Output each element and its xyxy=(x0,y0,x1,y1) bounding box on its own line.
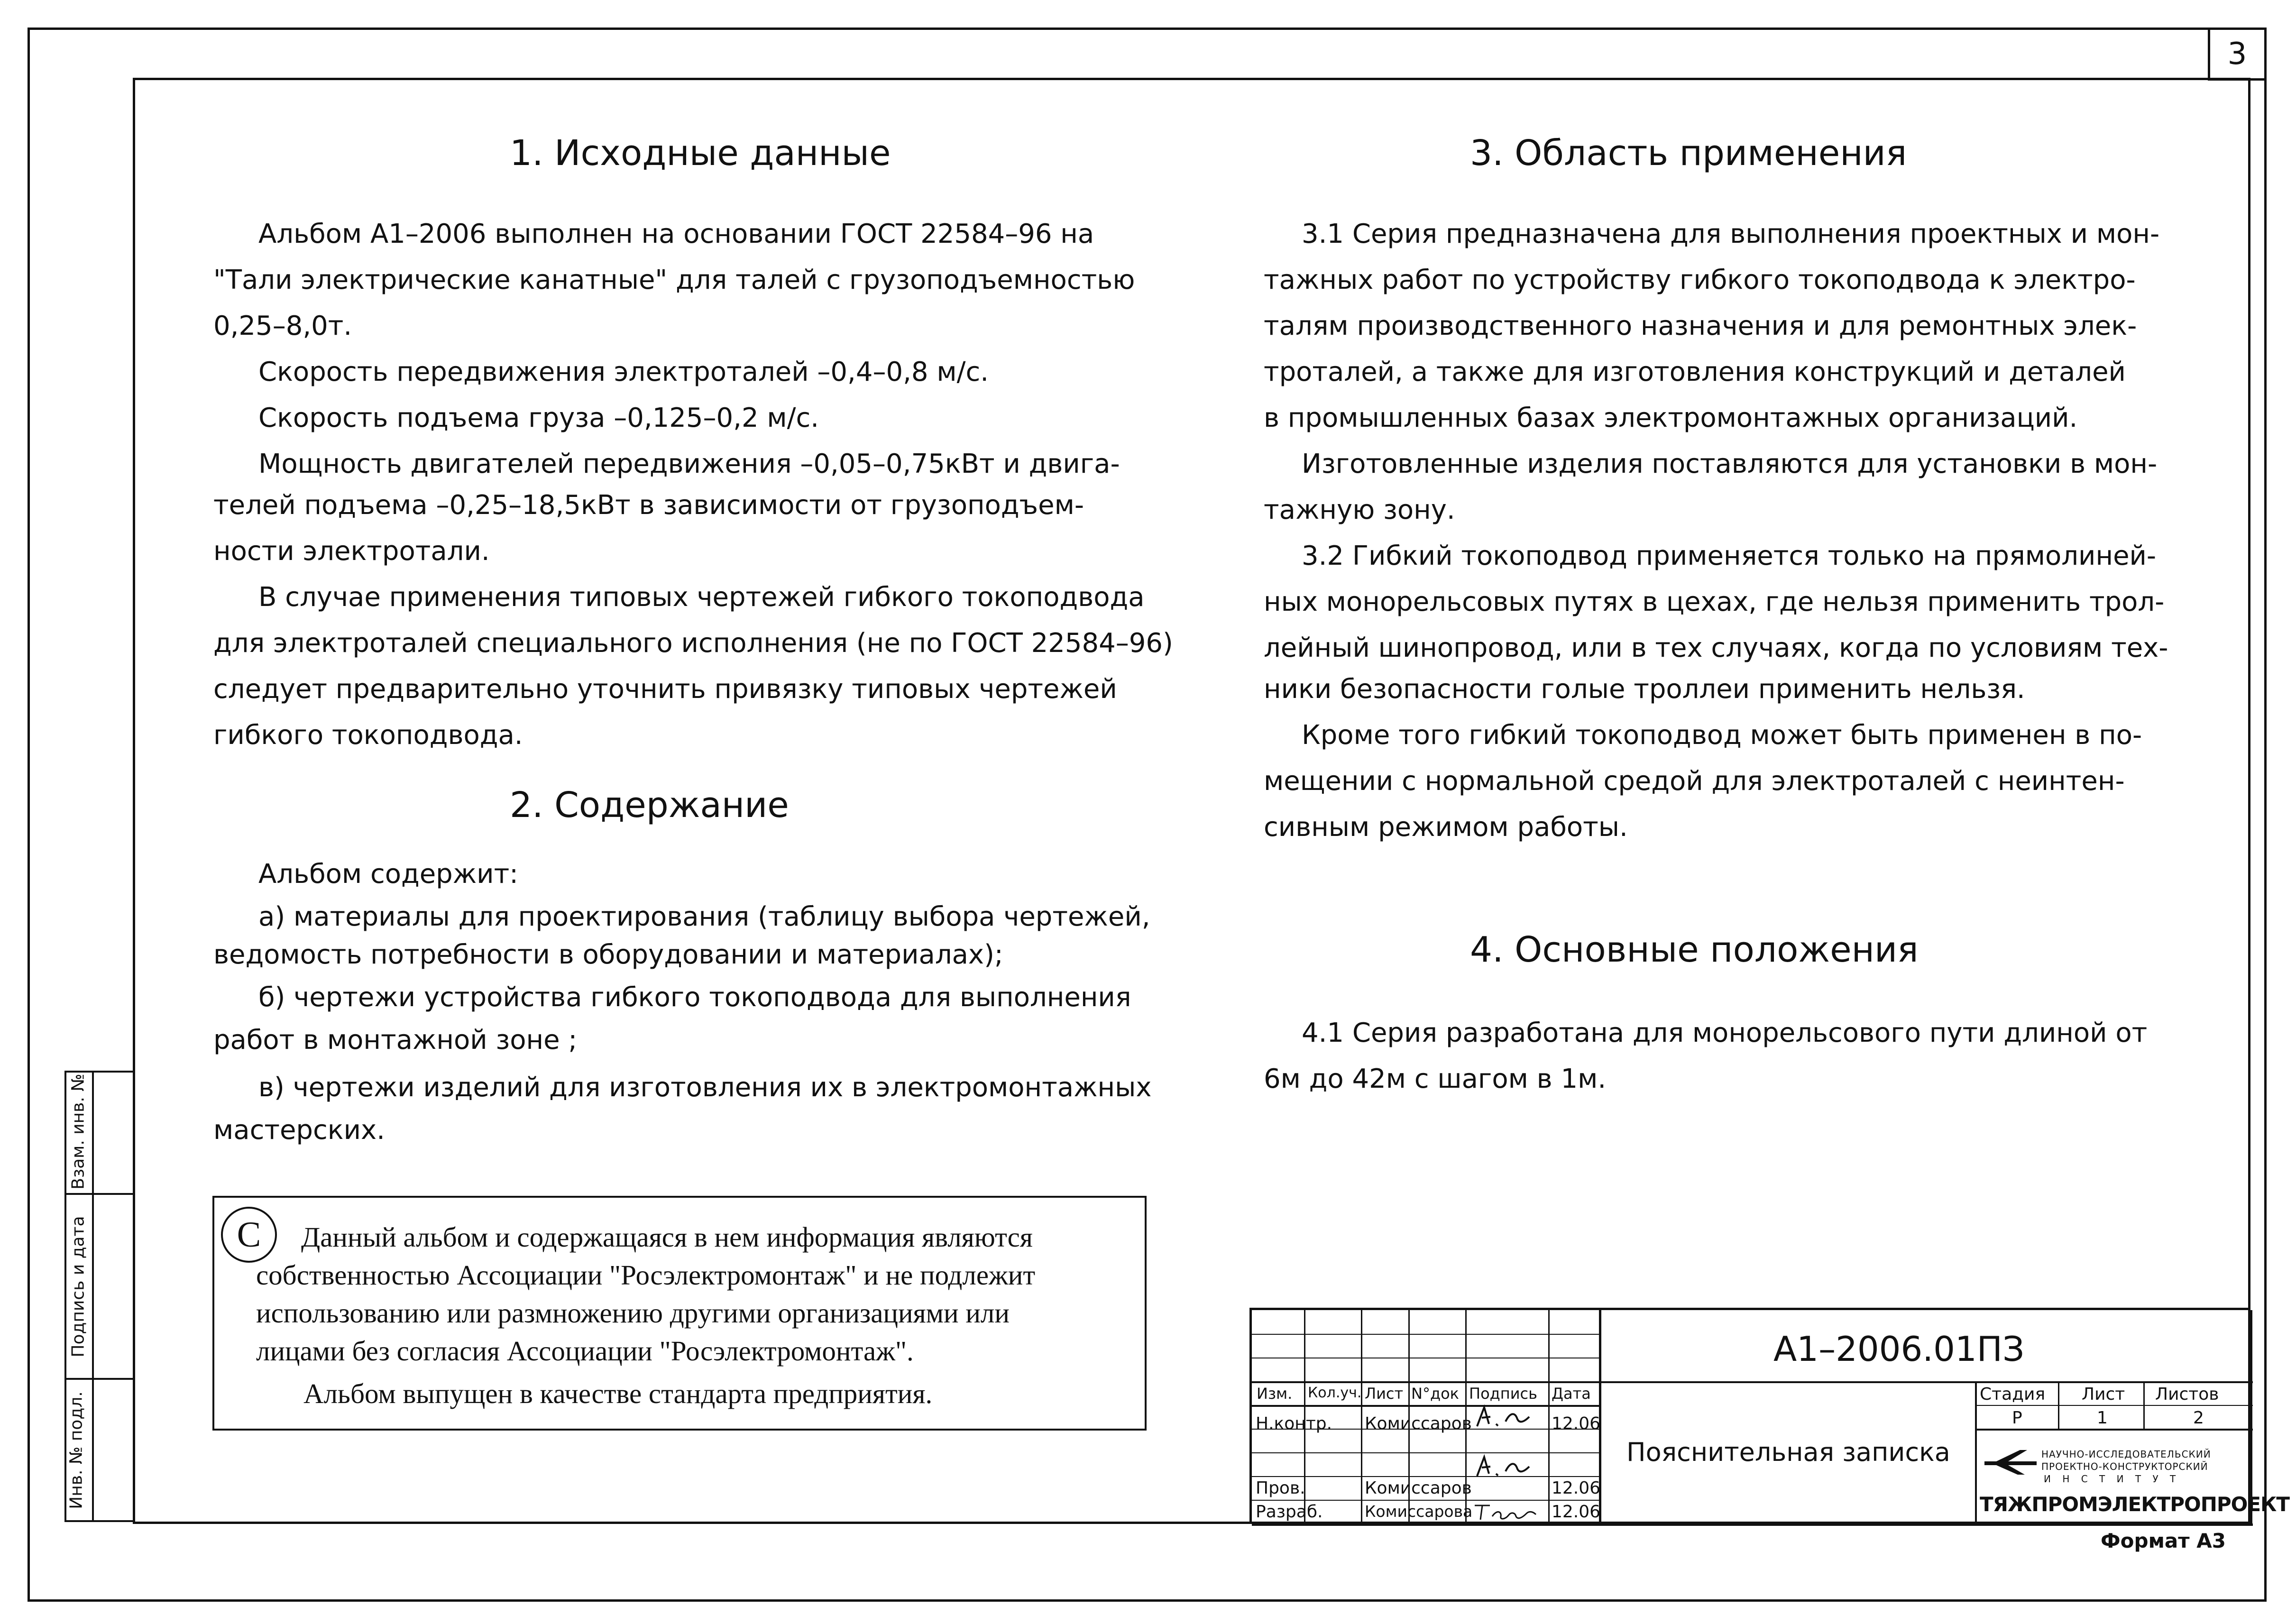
header-list: Лист xyxy=(1365,1385,1404,1403)
podpis-label: Подпись и дата xyxy=(68,1216,88,1358)
text-line: талям производственного назначения и для ремонтных элек- xyxy=(1264,311,2137,341)
inv-label: Инв. № подл. xyxy=(66,1391,86,1509)
org-line2: ПРОЕКТНО-КОНСТРУКТОРСКИЙ xyxy=(2041,1461,2208,1472)
section1-title: 1. Исходные данные xyxy=(510,133,891,174)
signature-image xyxy=(1471,1500,1547,1523)
grid-line xyxy=(1977,1405,2253,1406)
text-line: Изготовленные изделия поставляются для установки в мон- xyxy=(1302,449,2158,479)
header-kolvo: Кол.уч. xyxy=(1308,1385,1362,1401)
section2-title: 2. Содержание xyxy=(510,785,789,826)
role-razrab: Разраб. xyxy=(1256,1502,1323,1522)
text-line: ники безопасности голые троллеи применить нельзя. xyxy=(1264,674,2025,705)
grid-line xyxy=(1361,1310,1362,1524)
role-prov: Пров. xyxy=(1256,1478,1305,1498)
stage-header: Стадия xyxy=(1980,1385,2046,1404)
text-line: ности электротали. xyxy=(213,536,490,567)
signature-image xyxy=(1472,1403,1543,1431)
text-line: мастерских. xyxy=(213,1115,385,1146)
name-razrab: Комиссарова xyxy=(1365,1502,1473,1521)
grid-line xyxy=(1548,1310,1550,1524)
role-nkontr: Н.контр. xyxy=(1256,1414,1332,1433)
grid-line xyxy=(1252,1523,2253,1526)
text-line: 3.2 Гибкий токоподвод применяется только на прямолиней- xyxy=(1302,541,2157,571)
format-label: Формат А3 xyxy=(2101,1529,2226,1552)
text-line: работ в монтажной зоне ; xyxy=(213,1025,578,1055)
side-stamp-cell xyxy=(0,1216,171,1358)
name-nkontr: Комиссаров xyxy=(1365,1414,1472,1433)
org-line3: И Н С Т И Т У Т xyxy=(2044,1473,2180,1485)
grid-line xyxy=(1252,1452,1600,1453)
text-line: лейный шинопровод, или в тех случаях, когда по условиям тех- xyxy=(1264,633,2168,663)
side-stamp-cell xyxy=(5,1391,147,1509)
grid-line xyxy=(1975,1381,1977,1524)
grid-line xyxy=(1977,1429,2253,1431)
grid-line xyxy=(1601,1381,2253,1383)
header-ndok: N°док xyxy=(1411,1385,1459,1403)
signature-image xyxy=(1472,1452,1543,1481)
copyright-line: использованию или размножению другими организациями или xyxy=(256,1297,1010,1329)
text-line: 3.1 Серия предназначена для выполнения проектных и мон- xyxy=(1302,219,2160,249)
text-line: В случае применения типовых чертежей гибкого токоподвода xyxy=(258,582,1145,613)
date-razrab: 12.06 xyxy=(1552,1502,1601,1522)
text-line: Скорость передвижения электроталей –0,4–0,8 м/с. xyxy=(258,357,989,387)
text-line: Кроме того гибкий токоподвод может быть применен в по- xyxy=(1302,720,2142,751)
text-line: Мощность двигателей передвижения –0,05–0,75кВт и двига- xyxy=(258,449,1120,479)
date-prov: 12.06 xyxy=(1552,1478,1601,1498)
page-number-box xyxy=(2208,28,2267,81)
grid-line xyxy=(1252,1381,1600,1383)
vzam-label: Взам. инв. № xyxy=(68,1073,88,1190)
text-line: в) чертежи изделий для изготовления их в электромонтажных xyxy=(258,1072,1152,1103)
text-line: а) материалы для проектирования (таблицу выбора чертежей, xyxy=(258,901,1150,932)
org-name: ТЯЖПРОМЭЛЕКТРОПРОЕКТ xyxy=(1980,1493,2290,1516)
grid-line xyxy=(1252,1405,1600,1407)
section3-title: 3. Область применения xyxy=(1470,133,1907,174)
text-line: 4.1 Серия разработана для монорельсового пути длиной от xyxy=(1302,1018,2148,1048)
grid-line xyxy=(2250,1310,2252,1524)
name-prov: Комиссаров xyxy=(1365,1478,1472,1498)
copyright-line: лицами без согласия Ассоциации "Росэлектромонтаж". xyxy=(256,1335,914,1367)
text-line: телей подъема –0,25–18,5кВт в зависимости от грузоподъем- xyxy=(213,490,1084,521)
title-block xyxy=(1249,1308,2290,1524)
text-line: Скорость подъема груза –0,125–0,2 м/с. xyxy=(258,403,819,433)
copyright-footer: Альбом выпущен в качестве стандарта предприятия. xyxy=(303,1378,933,1409)
text-line: "Тали электрические канатные" для талей с грузоподъемностью xyxy=(213,265,1135,295)
grid-line xyxy=(1252,1476,1600,1477)
text-line: тажную зону. xyxy=(1264,495,1455,525)
side-stamp-cell xyxy=(17,1073,139,1190)
date-nkontr: 12.06 xyxy=(1552,1414,1601,1433)
text-line: 0,25–8,0т. xyxy=(213,311,352,341)
doc-name: Пояснительная записка xyxy=(1626,1437,1950,1467)
text-line: ных монорельсовых путях в цехах, где нельзя применить трол- xyxy=(1264,587,2165,617)
header-izm: Изм. xyxy=(1257,1385,1293,1403)
text-line: 6м до 42м с шагом в 1м. xyxy=(1264,1064,1607,1094)
text-line: сивным режимом работы. xyxy=(1264,812,1628,843)
org-logo-icon xyxy=(1982,1445,2039,1478)
text-line: тажных работ по устройству гибкого токоподвода к электро- xyxy=(1264,265,2136,295)
text-line: следует предварительно уточнить привязку типовых чертежей xyxy=(213,674,1117,705)
page-number: 3 xyxy=(2227,37,2247,72)
grid-line xyxy=(1252,1334,1600,1335)
grid-line xyxy=(1252,1500,1600,1501)
text-line: Альбом А1–2006 выполнен на основании ГОСТ 22584–96 на xyxy=(258,219,1094,249)
org-line1: НАУЧНО-ИССЛЕДОВАТЕЛЬСКИЙ xyxy=(2041,1449,2211,1460)
copyright-line: Данный альбом и содержащаяся в нем информация являются xyxy=(301,1221,1033,1253)
copyright-circle xyxy=(221,1207,277,1263)
text-line: б) чертежи устройства гибкого токоподвода для выполнения xyxy=(258,982,1131,1013)
header-data: Дата xyxy=(1552,1385,1591,1403)
sheets-value: 2 xyxy=(2193,1408,2204,1428)
text-line: гибкого токоподвода. xyxy=(213,720,523,751)
stage-value: Р xyxy=(2012,1408,2022,1428)
text-line: Альбом содержит: xyxy=(258,859,519,890)
copyright-symbol: C xyxy=(237,1214,261,1255)
doc-code: А1–2006.01ПЗ xyxy=(1773,1329,2025,1369)
section4-title: 4. Основные положения xyxy=(1470,929,1919,970)
grid-line xyxy=(2058,1381,2059,1430)
sheet-value: 1 xyxy=(2097,1408,2108,1428)
sheet-header: Лист xyxy=(2082,1385,2125,1404)
header-podpis: Подпись xyxy=(1469,1385,1537,1403)
sheets-header: Листов xyxy=(2155,1385,2219,1404)
text-line: ведомость потребности в оборудовании и материалах); xyxy=(213,939,1003,970)
copyright-line: собственностью Ассоциации "Росэлектромонтаж" и не подлежит xyxy=(256,1259,1036,1291)
text-line: для электроталей специального исполнения (не по ГОСТ 22584–96) xyxy=(213,628,1173,659)
side-stamp xyxy=(64,1071,136,1523)
text-line: в промышленных базах электромонтажных организаций. xyxy=(1264,403,2078,433)
text-line: троталей, а также для изготовления конструкций и деталей xyxy=(1264,357,2126,387)
grid-line xyxy=(2143,1381,2145,1430)
text-line: мещении с нормальной средой для электроталей с неинтен- xyxy=(1264,766,2125,797)
